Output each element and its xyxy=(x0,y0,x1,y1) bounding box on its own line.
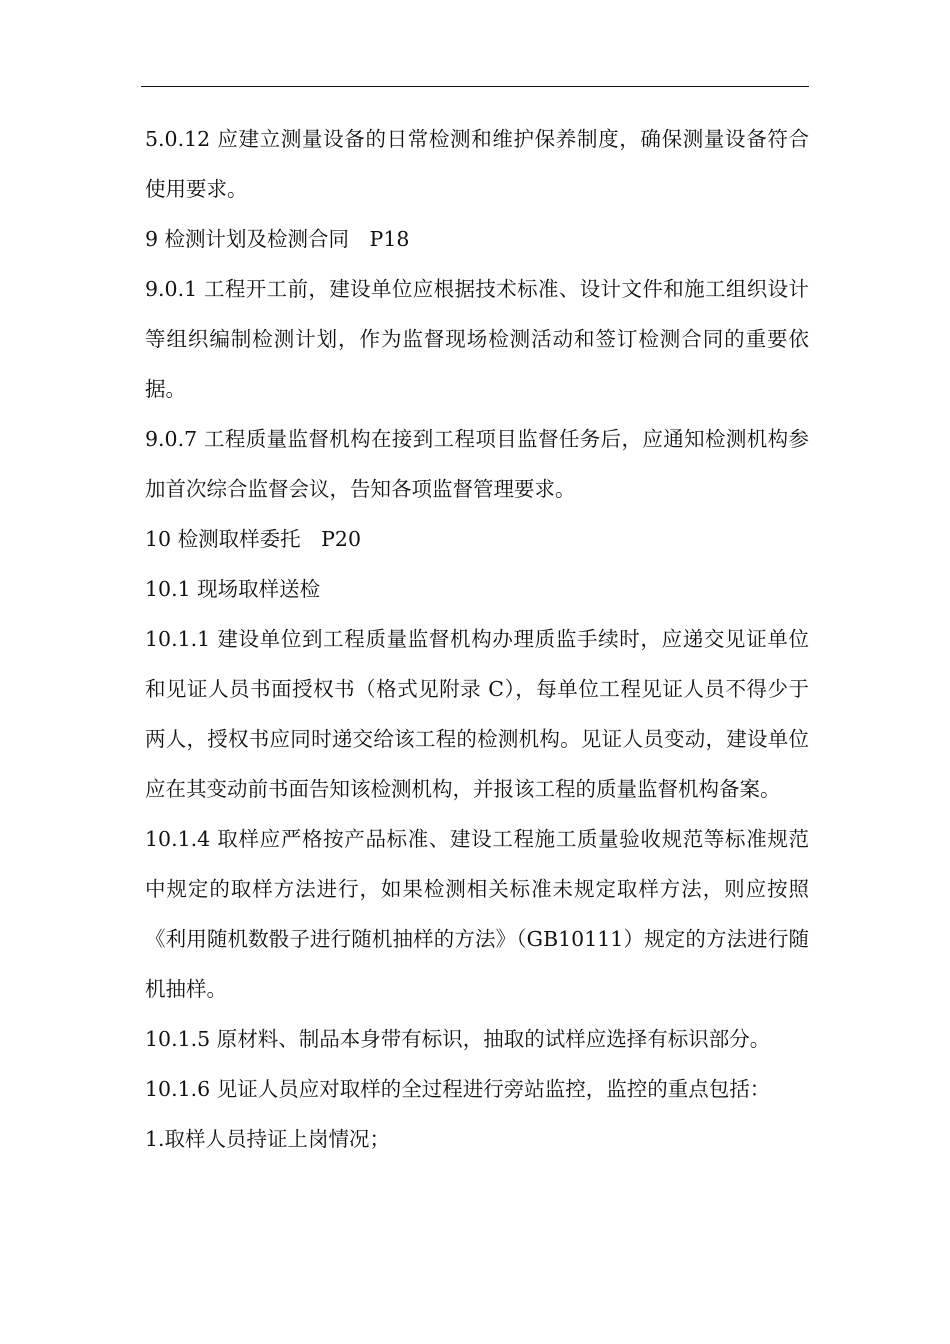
heading-section-10: 10 检测取样委托 P20 xyxy=(145,527,361,551)
paragraph-10-1-5: 10.1.5 原材料、制品本身带有标识，抽取的试样应选择有标识部分。 xyxy=(145,1027,771,1051)
heading-section-10-1: 10.1 现场取样送检 xyxy=(145,577,321,601)
paragraph-5-0-12: 5.0.12 应建立测量设备的日常检测和维护保养制度，确保测量设备符合使用要求。 xyxy=(145,127,809,201)
heading-section-9: 9 检测计划及检测合同 P18 xyxy=(145,227,410,251)
header-rule xyxy=(141,86,809,87)
paragraph-10-1-1: 10.1.1 建设单位到工程质量监督机构办理质监手续时，应递交见证单位 和见证人员书面授权书（格式见附录 C），每单位工程见证人员不得少于两人，授权书应同时递交给该工程的检测机构。见证人员变动，建设单位应在其变动前书面告知该检测机构，并报该工程的质量监督机构备案。 xyxy=(145,627,809,801)
list-item-1: 1.取样人员持证上岗情况； xyxy=(145,1127,391,1151)
paragraph-10-1-4: 10.1.4 取样应严格按产品标准、建设工程施工质量验收规范等标准规范中规定的取样方法进行，如果检测相关标准未规定取样方法，则应按照《利用随机数骰子进行随机抽样的方法》（GB10111）规定的方法进行随机抽样。 xyxy=(145,827,809,1001)
paragraph-9-0-7: 9.0.7 工程质量监督机构在接到工程项目监督任务后，应通知检测机构参加首次综合监督会议，告知各项监督管理要求。 xyxy=(145,427,809,501)
document-body xyxy=(145,114,809,1164)
paragraph-9-0-1: 9.0.1 工程开工前，建设单位应根据技术标准、设计文件和施工组织设计等组织编制检测计划，作为监督现场检测活动和签订检测合同的重要依据。 xyxy=(145,277,809,401)
paragraph-10-1-6: 10.1.6 见证人员应对取样的全过程进行旁站监控，监控的重点包括： xyxy=(145,1077,771,1101)
